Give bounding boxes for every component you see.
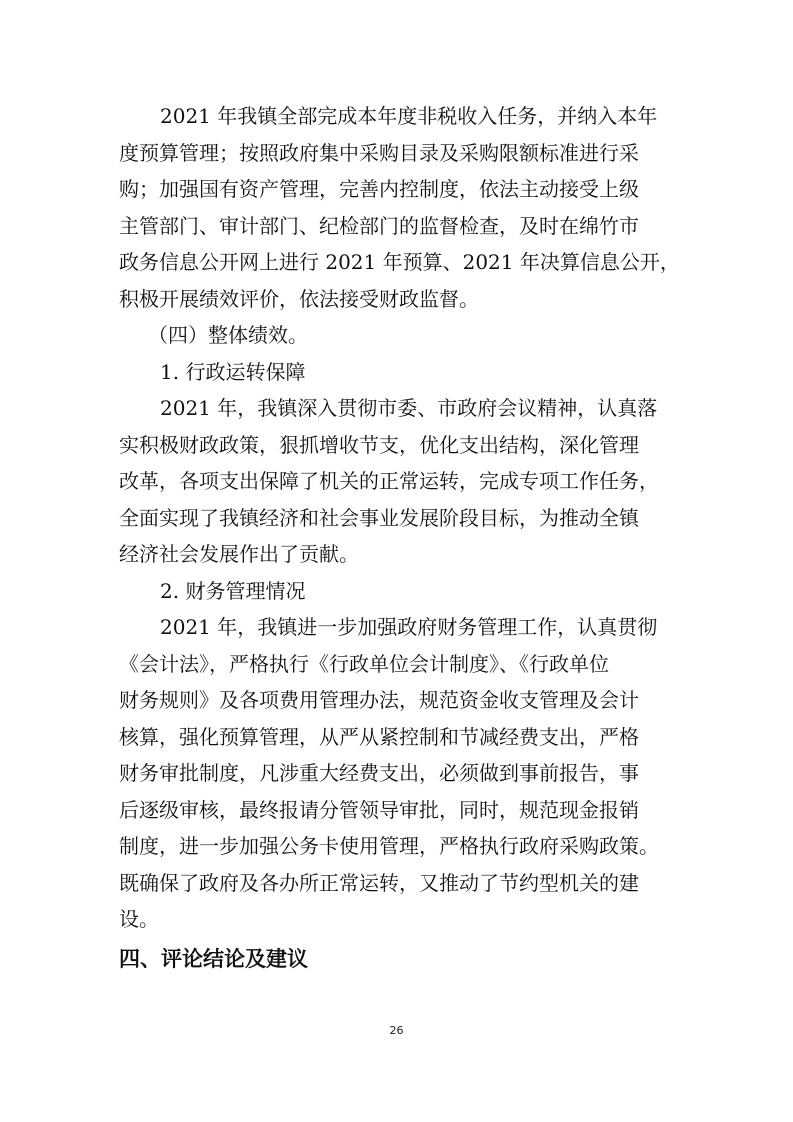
para3-line-7: 制度，进一步加强公务卡使用管理，严格执行政府采购政策。 [119,834,659,858]
para2-line-5: 经济社会发展作出了贡献。 [119,542,359,566]
page-number: 26 [389,1024,404,1037]
para3-line-8: 既确保了政府及各办所正常运转，又推动了节约型机关的建 [119,871,639,895]
para1-line-1: 2021 年我镇全部完成本年度非税收入任务，并纳入本年 [160,104,658,128]
para1-line-6: 积极开展绩效评价，依法接受财政监督。 [119,287,479,311]
para2-line-2: 实积极财政政策，狠抓增收节支，优化支出结构，深化管理 [119,433,639,457]
para1-line-3: 购；加强国有资产管理，完善内控制度，依法主动接受上级 [119,177,639,201]
para1-line-5: 政务信息公开网上进行 2021 年预算、2021 年决算信息公开， [119,250,680,274]
para3-line-1: 2021 年，我镇进一步加强政府财务管理工作，认真贯彻 [160,615,658,639]
para2-line-4: 全面实现了我镇经济和社会事业发展阶段目标，为推动全镇 [119,506,639,530]
chapter-4-heading: 四、评论结论及建议 [119,947,308,971]
para1-line-4: 主管部门、审计部门、纪检部门的监督检查，及时在绵竹市 [119,214,639,238]
item-2-title: 2. 财务管理情况 [160,579,306,603]
para3-line-5: 财务审批制度，凡涉重大经费支出，必须做到事前报告，事 [119,761,639,785]
para2-line-1: 2021 年，我镇深入贯彻市委、市政府会议精神，认真落 [160,396,658,420]
item-1-title: 1. 行政运转保障 [160,360,306,384]
para3-line-2: 《会计法》，严格执行《行政单位会计制度》、《行政单位 [119,652,609,676]
para3-line-6: 后逐级审核，最终报请分管领导审批，同时，规范现金报销 [119,798,639,822]
para3-line-4: 核算，强化预算管理，从严从紧控制和节减经费支出，严格 [119,725,639,749]
para2-line-3: 改革，各项支出保障了机关的正常运转，完成专项工作任务， [119,469,659,493]
section-4-title: （四）整体绩效。 [148,323,308,347]
para3-line-3: 财务规则》及各项费用管理办法，规范资金收支管理及会计 [119,688,639,712]
para1-line-2: 度预算管理；按照政府集中采购目录及采购限额标准进行采 [119,141,639,165]
para3-line-9: 设。 [119,907,159,931]
